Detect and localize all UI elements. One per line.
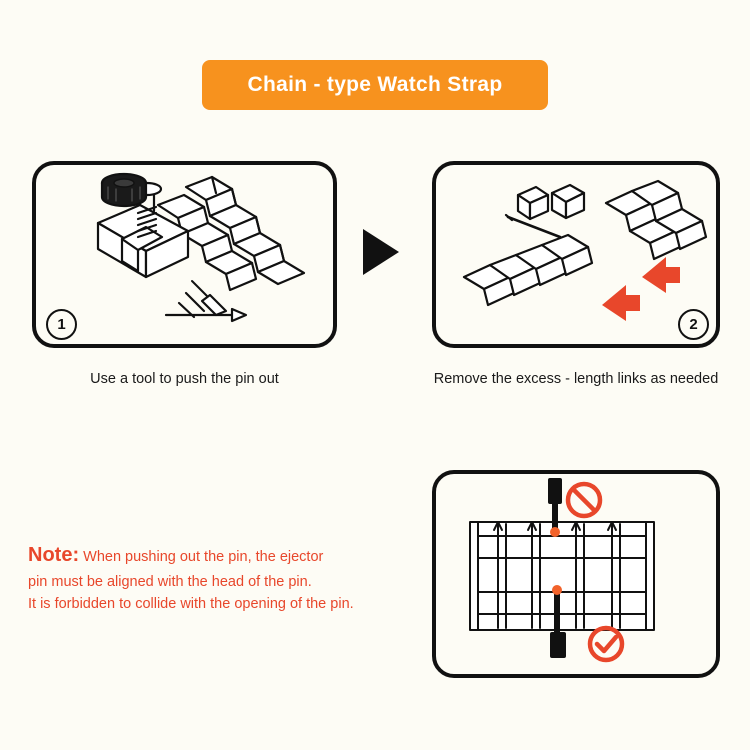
step-1-number: 1 bbox=[46, 309, 77, 340]
step-1-caption: Use a tool to push the pin out bbox=[90, 371, 279, 387]
watch-strap-pin-pusher-tool-illustration bbox=[36, 165, 333, 344]
pin-alignment-detail-illustration bbox=[436, 474, 716, 674]
note-line-3: It is forbidden to collide with the opening of the pin. bbox=[28, 596, 354, 613]
note-block bbox=[28, 540, 418, 616]
pin-alignment-detail-panel bbox=[432, 470, 720, 678]
page-title: Chain - type Watch Strap bbox=[202, 60, 548, 110]
note-line-2: pin must be aligned with the head of the pin. bbox=[28, 574, 312, 590]
step-1-panel bbox=[32, 161, 337, 348]
check-circle-icon bbox=[590, 628, 622, 660]
direction-arrows bbox=[602, 257, 680, 321]
prohibited-sign-icon bbox=[568, 484, 600, 516]
note-label: Note: bbox=[28, 544, 80, 566]
step-2-panel bbox=[432, 161, 720, 348]
right-chevron-arrow-icon bbox=[357, 227, 405, 277]
step-2-number: 2 bbox=[678, 309, 709, 340]
watch-strap-removed-links-illustration bbox=[436, 165, 716, 344]
note-line-1: When pushing out the pin, the ejector bbox=[83, 549, 324, 565]
step-2-caption: Remove the excess - length links as needed bbox=[433, 371, 719, 387]
